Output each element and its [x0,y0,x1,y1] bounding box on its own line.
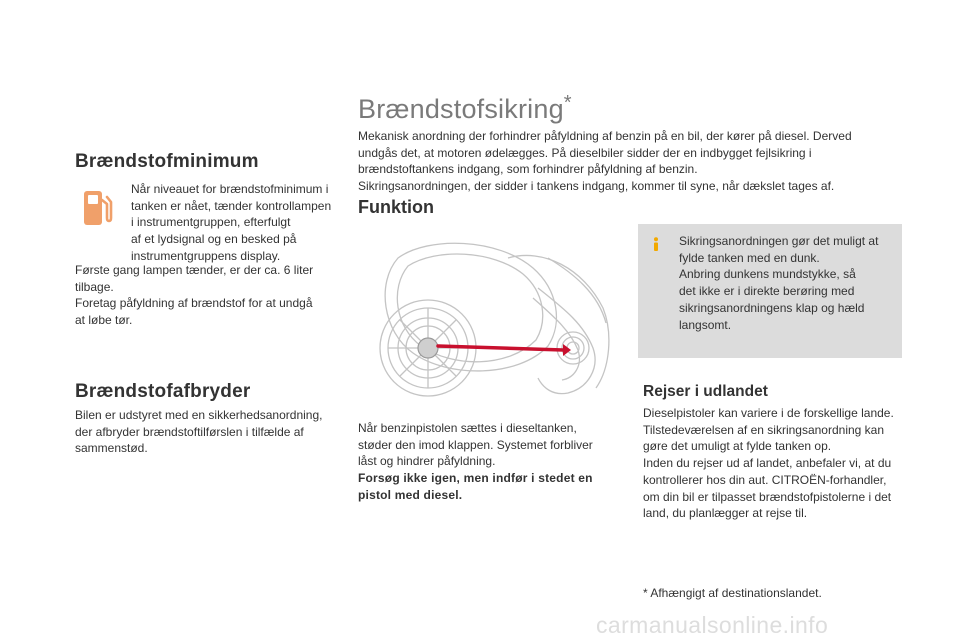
braendstofminimum-indent-text [131,181,341,265]
page-title [358,92,572,125]
text-line: langsomt. [679,317,732,332]
warning-line: Forsøg ikke igen, men indfør i stedet en [358,471,593,486]
text-line: Sikringsanordningen, der sidder i tankens indgang, kommer til syne, når dækslet tages af. [358,179,835,194]
text-line: om din bil er tilpasset brændstofpistolerne i det [643,489,892,504]
text-line: Tilstedeværelsen af en sikringsanordning kan [643,422,885,437]
text-line: Sikringsanordningen gør det muligt at [679,234,879,248]
text-line: Mekanisk anordning der forhindrer påfyldning af benzin på en bil, der kører på diesel. Derved [358,129,852,143]
text-line: instrumentgruppens display. [131,248,281,263]
text-line: støder den imod klappen. Systemet forbliver [358,437,593,452]
text-line: det ikke er i direkte berøring med [679,284,855,299]
warning-line: pistol med diesel. [358,487,463,502]
text-line: fylde tanken med en dunk. [679,250,820,265]
funktion-text [358,420,608,504]
text-line: brændstoftankens indgang, som forhindrer påfyldning af benzin. [358,162,698,177]
rejser-text [643,405,905,522]
braendstofminimum-text [75,262,335,329]
text-line: tilbage. [75,279,114,294]
text-line: i instrumentgruppen, efterfulgt [131,215,291,230]
section-heading-funktion: Funktion [358,197,434,217]
text-line: Foretag påfyldning af brændstof for at undgå [75,296,313,311]
text-line: Bilen er udstyret med en sikkerhedsanordning, [75,408,323,422]
fuel-pump-icon [80,188,114,228]
section-heading-braendstofminimum: Brændstofminimum [75,151,259,172]
text-line: af et lydsignal og en besked på [131,232,297,247]
text-line: sammenstød. [75,441,148,456]
braendstofafbryder-text [75,407,337,457]
section-heading-rejser-i-udlandet: Rejser i udlandet [643,383,768,400]
info-text [679,233,894,333]
text-line: der afbryder brændstoftilførslen i tilfælde af [75,424,304,439]
title-text: Brændstofsikring [358,94,564,124]
text-line: Første gang lampen tænder, er der ca. 6 liter [75,263,314,277]
text-line: at løbe tør. [75,313,133,328]
info-icon [650,237,662,251]
text-line: tanken er nået, tænder kontrollampen [131,198,332,213]
text-line: sikringsanordningens klap og hæld [679,300,865,315]
text-line: gøre det umuligt at fylde tanken op. [643,439,832,454]
text-line: land, du planlægger at rejse til. [643,506,808,521]
fuel-filler-misfuel-illustration [358,228,620,403]
title-footnote-star: * [563,92,572,114]
text-line: Når niveauet for brændstofminimum i [131,182,329,196]
text-line: Inden du rejser ud af landet, anbefaler vi, at du [643,456,892,471]
intro-text [358,128,898,195]
text-line: Anbring dunkens mundstykke, så [679,267,856,282]
text-line: Når benzinpistolen sættes i dieseltanken, [358,421,577,435]
watermark: carmanualsonline.info [596,612,829,638]
text-line: Dieselpistoler kan variere i de forskellige lande. [643,406,894,420]
text-line: undgås det, at motoren ødelægges. På dieselbiler sidder der en indbygget fejlsikring i [358,145,812,160]
section-heading-braendstofafbryder: Brændstofafbryder [75,381,251,402]
text-line: kontrollerer hos din aut. CITROËN-forhandler, [643,472,887,487]
text-line: låst og hindrer påfyldning. [358,454,496,469]
footnote: * Afhængigt af destinationslandet. [643,586,822,600]
